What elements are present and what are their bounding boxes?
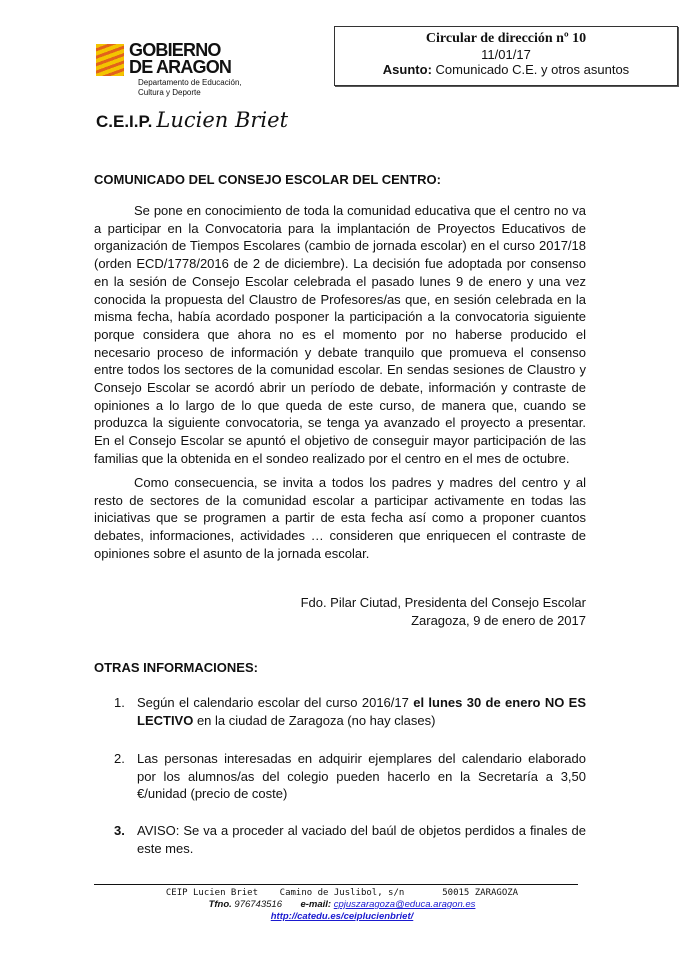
paragraph-1: Se pone en conocimiento de toda la comunidad educativa que el centro no va a participar en la Convocatoria para la implantación de Proyectos Educativos de organización de Tiempos Escolares (cambio de jornada escolar) en el curso 2017/18 (orden ECD/1778/2016 de 2 de diciembre). La decisión fue adoptada por consenso en la sesión de Consejo Escolar celebrada el pasado lunes 9 de enero y una vez conocida la propuesta del Claustro de Profesores/as que, en sesión celebrada en la misma fecha, había acordado posponer la participación a la convocatoria siguiente porque considera que ahora no es el momento por no haberse producido el necesario proceso de información y debate tranquilo que promueva el consenso entre todos los sectores de la comunidad escolar. En sendas sesiones de Claustro y Consejo Escolar se acordó abrir un período de debate, información y contraste de opiniones a lo largo de lo que queda de este curso, de manera que, cuando se produzca la siguiente convocatoria, se tenga ya avanzado el proyecto a presentar. En el Consejo Escolar se apuntó el objetivo de conseguir mayor participación de las familias que la obtenida en el sondeo realizado por el centro en el mes de octubre. xyxy=(94,203,586,466)
item-text: AVISO: Se va a proceder al vaciado del baúl de objetos perdidos a finales de este mes. xyxy=(137,823,586,856)
signature: Fdo. Pilar Ciutad, Presidenta del Consejo Escolar xyxy=(300,595,586,610)
logo-line1: GOBIERNO xyxy=(129,40,221,60)
footer-divider xyxy=(94,884,578,885)
item-number: 2. xyxy=(114,751,125,766)
list-item xyxy=(94,750,586,803)
logo-line2: DE ARAGON xyxy=(129,57,232,77)
aragon-flag-icon xyxy=(96,44,124,76)
paragraph-2: Como consecuencia, se invita a todos los padres y madres del centro y al resto de sectores de la comunidad escolar a participar activamente en todas las iniciativas que se programen a partir de esta fecha así como a proponer cuantos debates, informaciones, actividades … consideren que enriquecen el contraste de opiniones sobre el asunto de la jornada escolar. xyxy=(94,475,586,561)
item-text-bold: el lunes 30 de enero NO ES LECTIVO xyxy=(137,695,587,728)
website-link[interactable]: http://catedu.es/ceiplucienbriet/ xyxy=(270,911,414,922)
item-text-post: en la ciudad de Zaragoza (no hay clases) xyxy=(193,712,436,728)
item-number: 3. xyxy=(114,823,125,838)
school-prefix: C.E.I.P. xyxy=(96,112,153,131)
item-text-pre: Según el calendario escolar del curso 2016/17 xyxy=(137,695,414,710)
list-item xyxy=(94,822,586,857)
subject-text: Comunicado C.E. y otros asuntos xyxy=(435,62,630,77)
school-name-script: Lucien Briet xyxy=(156,108,289,132)
list-item xyxy=(94,694,586,729)
place-date: Zaragoza, 9 de enero de 2017 xyxy=(411,612,586,628)
signature-block xyxy=(301,594,586,629)
circular-title: Circular de dirección nº 10 xyxy=(425,31,587,46)
circular-date: 11/01/17 xyxy=(481,47,531,62)
item-text: Las personas interesadas en adquirir ejemplares del calendario elaborado por los alumnos/as del colegio pueden hacerlo en la Secretaría a 3,50 €/unidad (precio de coste) xyxy=(137,751,586,802)
section-heading-otras: OTRAS INFORMACIONES: xyxy=(94,660,258,675)
phone: 976743516 xyxy=(234,899,282,910)
circular-info-box xyxy=(334,26,678,86)
section-heading-comunicado: COMUNICADO DEL CONSEJO ESCOLAR DEL CENTRO: xyxy=(94,172,441,187)
phone-label: Tfno. xyxy=(208,899,232,910)
dept-line1: Departamento de Educación, xyxy=(138,78,242,87)
footer-url xyxy=(0,911,684,922)
footer-address xyxy=(0,887,684,899)
item-text xyxy=(137,694,586,729)
school-name xyxy=(96,108,288,132)
email-label: e-mail: xyxy=(300,899,332,910)
email-link[interactable]: cpjuszaragoza@educa.aragon.es xyxy=(333,899,476,910)
item-number: 1. xyxy=(114,695,125,710)
footer-address-text: CEIP Lucien Briet Camino de Juslibol, s/n 50015 ZARAGOZA xyxy=(165,888,519,898)
subject-label: Asunto: xyxy=(382,62,432,77)
footer-contact xyxy=(0,899,684,910)
circular-subject xyxy=(335,62,677,77)
dept-line2: Cultura y Deporte xyxy=(138,88,201,97)
